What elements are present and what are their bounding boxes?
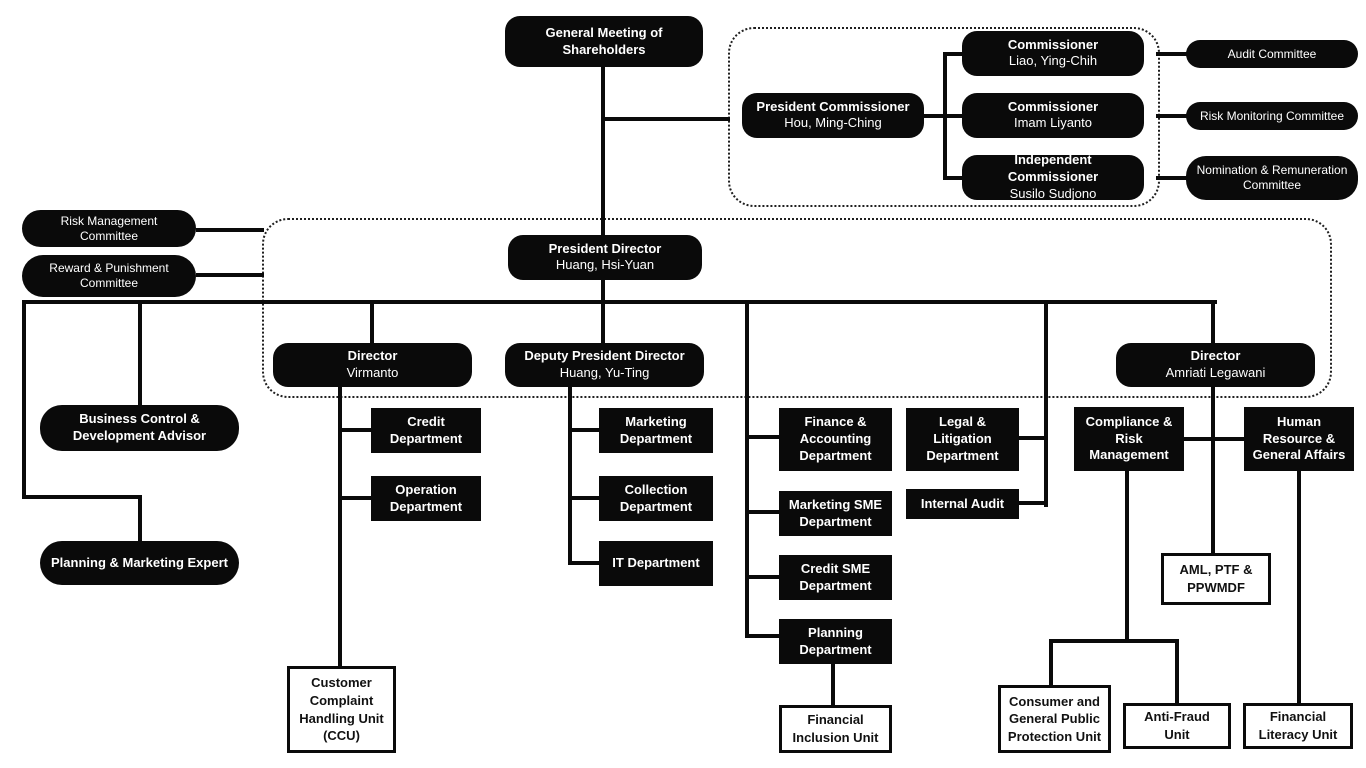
connector-line xyxy=(22,300,26,499)
connector-line xyxy=(370,300,374,346)
node-person-name: Susilo Sudjono xyxy=(1009,185,1097,201)
node-financial-inclusion-unit xyxy=(779,705,892,753)
connector-line xyxy=(747,575,781,579)
connector-line xyxy=(22,495,142,499)
node-title: President Commissioner xyxy=(756,98,910,114)
connector-line xyxy=(1156,114,1188,118)
node-title: Internal Audit xyxy=(920,495,1005,511)
node-title: Risk Monitoring Committee xyxy=(1199,108,1345,123)
connector-trunk-line xyxy=(22,300,1217,304)
node-credit-department xyxy=(371,408,481,453)
node-business-control-development-advisor xyxy=(40,405,239,451)
node-nomination-remuneration-committee xyxy=(1186,156,1358,200)
node-director-virmanto xyxy=(273,343,472,387)
node-it-department xyxy=(599,541,713,586)
node-audit-committee xyxy=(1186,40,1358,68)
node-title: Reward & Punishment Committee xyxy=(49,261,169,290)
node-title: AML, PTF & PPWMDF xyxy=(1179,562,1253,595)
connector-line xyxy=(603,117,730,121)
node-title: Deputy President Director xyxy=(524,348,685,364)
node-finance-accounting-department xyxy=(779,408,892,471)
node-title: Planning & Marketing Expert xyxy=(51,554,228,570)
connector-line xyxy=(568,385,572,565)
node-title: Compliance & Risk Management xyxy=(1085,413,1173,463)
node-title: Nomination & Remuneration Committee xyxy=(1196,163,1348,192)
node-title: Director xyxy=(347,348,398,364)
node-legal-litigation-department xyxy=(906,408,1019,471)
node-title: Credit Department xyxy=(389,413,463,446)
node-marketing-department xyxy=(599,408,713,453)
node-title: Anti-Fraud Unit xyxy=(1144,709,1210,742)
node-reward-punishment-committee xyxy=(22,255,196,297)
node-director-amriati xyxy=(1116,343,1315,387)
node-risk-management-committee xyxy=(22,210,196,247)
node-title: Audit Committee xyxy=(1227,46,1317,61)
node-president-director xyxy=(508,235,702,280)
node-title: Independent Commissioner xyxy=(1007,152,1099,185)
node-title: Risk Management Committee xyxy=(60,213,158,243)
node-title: Commissioner xyxy=(1007,98,1099,114)
node-person-name: Virmanto xyxy=(346,364,399,380)
node-person-name: Huang, Hsi-Yuan xyxy=(555,257,655,273)
connector-line xyxy=(570,428,601,432)
node-independent-commissioner xyxy=(962,152,1144,201)
connector-line xyxy=(340,496,373,500)
connector-line xyxy=(138,300,142,407)
node-person-name: Amriati Legawani xyxy=(1165,364,1266,380)
node-customer-complaint-handling-unit xyxy=(287,666,396,753)
node-operation-department xyxy=(371,476,481,521)
node-title: Director xyxy=(1190,348,1241,364)
node-title: Consumer and General Public Protection Unit xyxy=(1007,693,1102,744)
node-title: Operation Department xyxy=(389,481,463,514)
connector-line xyxy=(1125,471,1129,641)
connector-line xyxy=(1211,385,1215,555)
connector-line xyxy=(196,273,264,277)
node-person-name: Huang, Yu-Ting xyxy=(559,364,650,380)
node-president-commissioner xyxy=(742,93,924,138)
connector-line xyxy=(1044,300,1048,507)
node-title: Marketing Department xyxy=(619,413,693,446)
connector-line xyxy=(747,634,781,638)
connector-line xyxy=(1017,501,1048,505)
connector-line xyxy=(196,228,264,232)
node-title: Human Resource & General Affairs xyxy=(1252,413,1346,463)
connector-line xyxy=(601,67,605,237)
connector-line xyxy=(570,561,601,565)
node-title: President Director xyxy=(548,240,662,256)
connector-line xyxy=(745,300,749,638)
node-commissioner-imam xyxy=(962,93,1144,138)
node-compliance-risk-management xyxy=(1074,407,1184,471)
node-deputy-president-director xyxy=(505,343,704,387)
node-anti-fraud-unit xyxy=(1123,703,1231,749)
connector-line xyxy=(1049,639,1053,687)
node-general-meeting-of-shareholders xyxy=(505,16,703,67)
connector-line xyxy=(1297,471,1301,705)
node-title: Collection Department xyxy=(619,481,693,514)
node-commissioner-liao xyxy=(962,31,1144,76)
connector-line xyxy=(1182,437,1246,441)
node-title: Business Control & Development Advisor xyxy=(72,411,207,443)
node-title: Finance & Accounting Department xyxy=(799,414,872,463)
node-person-name: Hou, Ming-Ching xyxy=(784,115,882,131)
node-planning-marketing-expert xyxy=(40,541,239,585)
connector-line xyxy=(601,300,605,346)
connector-line xyxy=(831,664,835,707)
node-title: Financial Inclusion Unit xyxy=(792,712,879,745)
node-marketing-sme-department xyxy=(779,491,892,536)
node-risk-monitoring-committee xyxy=(1186,102,1358,130)
connector-line xyxy=(1049,639,1179,643)
node-collection-department xyxy=(599,476,713,521)
node-consumer-general-public-protection-unit xyxy=(998,685,1111,753)
node-title: Planning Department xyxy=(799,624,872,657)
node-financial-literacy-unit xyxy=(1243,703,1353,749)
connector-line xyxy=(1156,52,1188,56)
connector-line xyxy=(1156,176,1188,180)
connector-line xyxy=(747,510,781,514)
connector-line xyxy=(570,496,601,500)
connector-line xyxy=(1211,300,1215,346)
node-internal-audit xyxy=(906,489,1019,519)
node-title: Customer Complaint Handling Unit (CCU) xyxy=(299,675,384,744)
node-title: Credit SME Department xyxy=(799,560,872,593)
node-title: IT Department xyxy=(612,555,700,571)
node-planning-department xyxy=(779,619,892,664)
node-credit-sme-department xyxy=(779,555,892,600)
node-title: General Meeting of Shareholders xyxy=(545,24,663,57)
node-aml-ptf-ppwmdf-unit xyxy=(1161,553,1271,605)
node-title: Commissioner xyxy=(1007,36,1099,52)
node-title: Legal & Litigation Department xyxy=(926,414,999,463)
node-title: Financial Literacy Unit xyxy=(1258,709,1338,742)
connector-line xyxy=(138,495,142,543)
node-title: Marketing SME Department xyxy=(788,496,883,529)
node-person-name: Imam Liyanto xyxy=(1013,115,1093,131)
connector-line xyxy=(747,435,781,439)
connector-line xyxy=(1175,639,1179,705)
connector-line xyxy=(1017,436,1048,440)
node-person-name: Liao, Ying-Chih xyxy=(1008,53,1098,69)
node-human-resource-general-affairs xyxy=(1244,407,1354,471)
connector-line xyxy=(340,428,373,432)
